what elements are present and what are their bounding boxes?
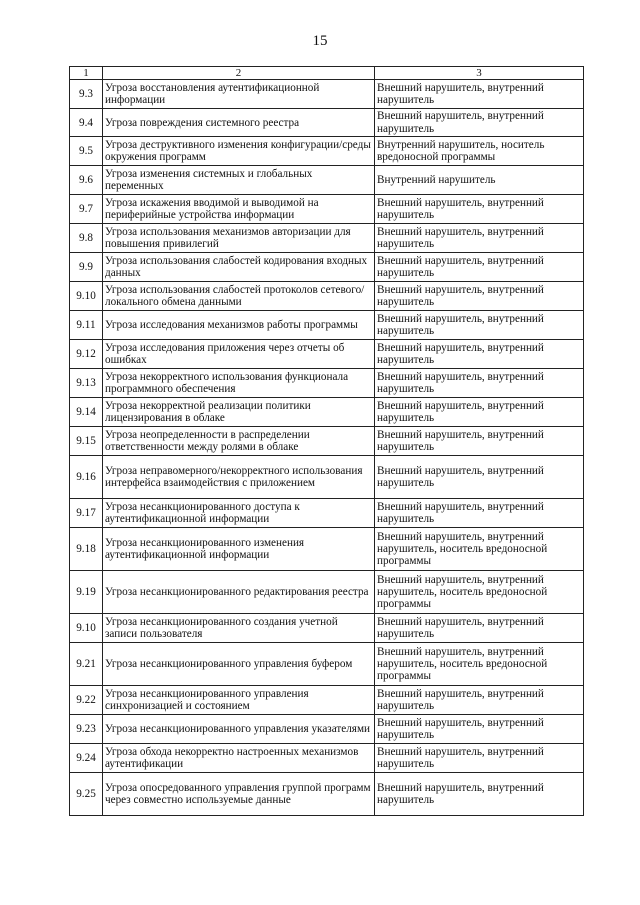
threat-number: 9.13 (70, 369, 103, 398)
threat-number: 9.17 (70, 499, 103, 528)
threat-actor: Внешний нарушитель, внутренний нарушитель, носитель вредоносной программы (375, 571, 584, 614)
threat-name: Угроза использования механизмов авторизации для повышения привилегий (103, 224, 375, 253)
threat-number: 9.23 (70, 715, 103, 744)
threat-actor: Внешний нарушитель, внутренний нарушитель (375, 195, 584, 224)
threat-number: 9.3 (70, 80, 103, 109)
threat-actor: Внешний нарушитель, внутренний нарушитель, носитель вредоносной программы (375, 528, 584, 571)
threat-actor: Внешний нарушитель, внутренний нарушитель (375, 340, 584, 369)
threat-name: Угроза использования слабостей кодирования входных данных (103, 253, 375, 282)
header-col-2: 2 (103, 67, 375, 80)
table-row (70, 369, 584, 398)
threat-name: Угроза несанкционированного управления буфером (103, 643, 375, 686)
table-row (70, 614, 584, 643)
table-row (70, 398, 584, 427)
threat-name: Угроза деструктивного изменения конфигурации/среды окружения программ (103, 137, 375, 166)
threat-name: Угроза несанкционированного создания учетной записи пользователя (103, 614, 375, 643)
threat-number: 9.25 (70, 773, 103, 816)
threat-actor: Внешний нарушитель, внутренний нарушитель (375, 614, 584, 643)
threat-actor: Внутренний нарушитель (375, 166, 584, 195)
threat-name: Угроза неправомерного/некорректного использования интерфейса взаимодействия с приложением (103, 456, 375, 499)
threat-number: 9.4 (70, 109, 103, 137)
header-col-1: 1 (70, 67, 103, 80)
threat-actor: Внешний нарушитель, внутренний нарушитель (375, 253, 584, 282)
threat-name: Угроза несанкционированного доступа к аутентификационной информации (103, 499, 375, 528)
threat-actor: Внешний нарушитель, внутренний нарушитель (375, 456, 584, 499)
threat-number: 9.22 (70, 686, 103, 715)
threat-actor: Внешний нарушитель, внутренний нарушитель (375, 715, 584, 744)
table-row (70, 340, 584, 369)
threat-actor: Внешний нарушитель, внутренний нарушитель (375, 80, 584, 109)
threat-number: 9.11 (70, 311, 103, 340)
table-row (70, 571, 584, 614)
threat-number: 9.24 (70, 744, 103, 773)
threat-number: 9.19 (70, 571, 103, 614)
table-row (70, 282, 584, 311)
threat-number: 9.5 (70, 137, 103, 166)
threat-number: 9.15 (70, 427, 103, 456)
table-row (70, 427, 584, 456)
table-row (70, 195, 584, 224)
threat-name: Угроза повреждения системного реестра (103, 109, 375, 137)
table-row (70, 686, 584, 715)
threat-actor: Внешний нарушитель, внутренний нарушитель (375, 744, 584, 773)
threat-table (69, 66, 584, 816)
header-col-3: 3 (375, 67, 584, 80)
threat-actor: Внешний нарушитель, внутренний нарушитель (375, 224, 584, 253)
threat-actor: Внешний нарушитель, внутренний нарушитель (375, 398, 584, 427)
threat-name: Угроза исследования механизмов работы программы (103, 311, 375, 340)
threat-name: Угроза несанкционированного управления синхронизацией и состоянием (103, 686, 375, 715)
threat-actor: Внешний нарушитель, внутренний нарушитель (375, 109, 584, 137)
table-row (70, 253, 584, 282)
threat-actor: Внешний нарушитель, внутренний нарушитель (375, 311, 584, 340)
threat-actor: Внешний нарушитель, внутренний нарушитель (375, 773, 584, 816)
threat-name: Угроза использования слабостей протоколов сетевого/локального обмена данными (103, 282, 375, 311)
page-number: 15 (312, 33, 328, 49)
threat-actor: Внешний нарушитель, внутренний нарушитель (375, 427, 584, 456)
table-row (70, 80, 584, 109)
threat-actor: Внешний нарушитель, внутренний нарушитель (375, 499, 584, 528)
table-row (70, 528, 584, 571)
table-row (70, 456, 584, 499)
threat-name: Угроза неопределенности в распределении ответственности между ролями в облаке (103, 427, 375, 456)
threat-number: 9.10 (70, 614, 103, 643)
threat-number: 9.18 (70, 528, 103, 571)
threat-name: Угроза обхода некорректно настроенных механизмов аутентификации (103, 744, 375, 773)
threat-name: Угроза несанкционированного изменения аутентификационной информации (103, 528, 375, 571)
table-body (70, 80, 584, 816)
threat-number: 9.21 (70, 643, 103, 686)
threat-number: 9.7 (70, 195, 103, 224)
threat-number: 9.9 (70, 253, 103, 282)
threat-name: Угроза опосредованного управления группой программ через совместно используемые данные (103, 773, 375, 816)
threat-name: Угроза восстановления аутентификационной информации (103, 80, 375, 109)
threat-name: Угроза некорректной реализации политики лицензирования в облаке (103, 398, 375, 427)
threat-number: 9.14 (70, 398, 103, 427)
table-row (70, 137, 584, 166)
threat-number: 9.8 (70, 224, 103, 253)
threat-actor: Внешний нарушитель, внутренний нарушитель (375, 686, 584, 715)
table-row (70, 109, 584, 137)
table-row (70, 166, 584, 195)
table-header-row (70, 67, 584, 80)
table-row (70, 744, 584, 773)
threat-name: Угроза несанкционированного управления указателями (103, 715, 375, 744)
table-row (70, 311, 584, 340)
threat-name: Угроза изменения системных и глобальных переменных (103, 166, 375, 195)
table-row (70, 499, 584, 528)
threat-number: 9.10 (70, 282, 103, 311)
threat-actor: Внешний нарушитель, внутренний нарушитель (375, 369, 584, 398)
threat-actor: Внешний нарушитель, внутренний нарушитель (375, 282, 584, 311)
table-row (70, 643, 584, 686)
threat-number: 9.16 (70, 456, 103, 499)
threat-name: Угроза несанкционированного редактирования реестра (103, 571, 375, 614)
table-row (70, 715, 584, 744)
table-row (70, 224, 584, 253)
threat-name: Угроза некорректного использования функционала программного обеспечения (103, 369, 375, 398)
threat-name: Угроза искажения вводимой и выводимой на периферийные устройства информации (103, 195, 375, 224)
table-row (70, 773, 584, 816)
threat-number: 9.6 (70, 166, 103, 195)
threat-actor: Внутренний нарушитель, носитель вредоносной программы (375, 137, 584, 166)
threat-number: 9.12 (70, 340, 103, 369)
threat-name: Угроза исследования приложения через отчеты об ошибках (103, 340, 375, 369)
threat-actor: Внешний нарушитель, внутренний нарушитель, носитель вредоносной программы (375, 643, 584, 686)
